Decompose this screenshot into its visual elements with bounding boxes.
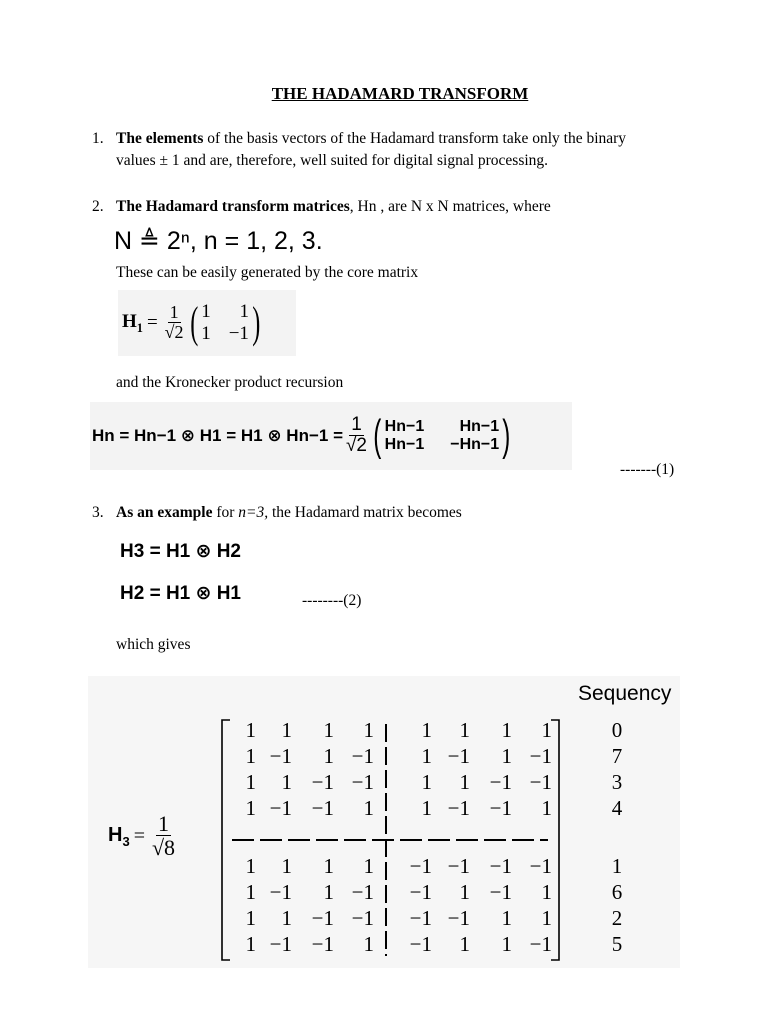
h3-matrix-cell: 1 <box>459 880 470 904</box>
h1-lhs-sub: 1 <box>136 320 143 335</box>
h3-matrix <box>214 718 674 962</box>
h3-matrix-cell: 1 <box>421 744 432 768</box>
h3-matrix-cell: 1 <box>281 770 292 794</box>
h3-matrix-cell: −1 <box>269 744 292 768</box>
h3-matrix-row <box>214 744 674 770</box>
h3-matrix-row <box>214 796 674 822</box>
h3-matrix-cell: 1 <box>501 718 512 742</box>
h3-matrix-cell: −1 <box>409 932 432 956</box>
h3-matrix-cell: −1 <box>447 854 470 878</box>
h3-matrix-cell: 1 <box>501 906 512 930</box>
h3-matrix-cell: 1 <box>363 718 374 742</box>
hn-right-paren: ) <box>502 411 511 460</box>
h1-fraction-denominator: √2 <box>164 322 184 343</box>
h1-left-paren: ( <box>189 298 198 347</box>
h3-matrix-cell: −1 <box>409 880 432 904</box>
h3-matrix-cell: −1 <box>447 796 470 820</box>
h3-matrix-cell: 1 <box>245 770 256 794</box>
kronecker-text: and the Kronecker product recursion <box>116 374 344 391</box>
equation-label-1: -------(1) <box>620 461 675 478</box>
h3-matrix-cell: 1 <box>363 932 374 956</box>
sequency-value: 4 <box>611 796 623 820</box>
h3-fraction-denominator: √8 <box>151 835 176 861</box>
h3-matrix-cell: 1 <box>323 854 334 878</box>
h3-matrix-cell: 1 <box>459 932 470 956</box>
h3-matrix-row <box>214 770 674 796</box>
h3-matrix-cell: −1 <box>351 906 374 930</box>
item-2-bold: The Hadamard transform matrices <box>116 198 350 215</box>
h1-equation: $H_1$ = $\frac{1}{√2}$ ( 1 1 1 −1 ) <box>122 298 261 347</box>
h3-matrix-cell: −1 <box>447 906 470 930</box>
h3-matrix-cell: −1 <box>489 770 512 794</box>
h1-right-paren: ) <box>252 298 261 347</box>
h2-kronecker-equation: H2 = H1 ⊗ H1 <box>120 583 241 604</box>
hn-cell: Hn−1 <box>384 436 425 453</box>
h1-cell: −1 <box>228 323 249 344</box>
h3-matrix-cell: −1 <box>269 932 292 956</box>
h3-matrix-cell: −1 <box>529 854 552 878</box>
h3-matrix-cell: 1 <box>281 718 292 742</box>
hn-cell: Hn−1 <box>459 417 500 435</box>
h3-matrix-cell: 1 <box>245 932 256 956</box>
h3-matrix-cell: 1 <box>541 906 552 930</box>
hn-fraction-numerator: 1 <box>351 414 362 436</box>
h3-matrix-cell: −1 <box>311 932 334 956</box>
h1-lhs: H <box>122 310 137 332</box>
hn-matrix <box>385 418 500 455</box>
h1-cell: 1 <box>239 301 249 323</box>
item-3 <box>92 502 732 524</box>
item-1 <box>92 128 732 172</box>
h3-matrix-cell: −1 <box>311 906 334 930</box>
sequency-value: 7 <box>611 744 623 768</box>
h3-matrix-cell: 1 <box>281 906 292 930</box>
core-matrix-text: These can be easily generated by the core matrix <box>116 264 419 281</box>
hn-fraction-denominator: √2 <box>346 435 367 457</box>
h3-matrix-cell: 1 <box>421 770 432 794</box>
document-title: THE HADAMARD TRANSFORM <box>271 84 529 103</box>
h3-matrix-cell: −1 <box>489 854 512 878</box>
n-definition-equation: N ≜ 2ⁿ, n = 1, 2, 3. <box>114 227 323 255</box>
h3-matrix-cell: 1 <box>281 854 292 878</box>
h3-matrix-cell: −1 <box>409 906 432 930</box>
h3-matrix-cell: 1 <box>323 744 334 768</box>
item-1-text-line2: values ± 1 and are, therefore, well suited for digital signal processing. <box>116 152 549 169</box>
h3-matrix-cell: 1 <box>501 744 512 768</box>
item-3-text: the Hadamard matrix becomes <box>268 504 462 521</box>
h3-matrix-cell: −1 <box>489 796 512 820</box>
h3-matrix-cell: 1 <box>421 796 432 820</box>
h3-matrix-cell: −1 <box>489 880 512 904</box>
hn-cell: Hn−1 <box>384 417 425 435</box>
item-3-number: 3. <box>92 504 104 521</box>
h3-matrix-cell: 1 <box>245 854 256 878</box>
h3-matrix-cell: −1 <box>351 880 374 904</box>
which-gives-text: which gives <box>116 636 191 653</box>
h3-matrix-cell: 1 <box>323 880 334 904</box>
hn-left-paren: ( <box>373 411 382 460</box>
h3-matrix-cell: 1 <box>459 718 470 742</box>
h1-matrix <box>201 301 249 345</box>
hn-cell: −Hn−1 <box>450 436 500 453</box>
h3-matrix-cell: 1 <box>245 906 256 930</box>
h3-matrix-cell: 1 <box>459 770 470 794</box>
hn-recursion-equation <box>92 404 514 468</box>
item-2-text: , Hn , are N x N matrices, where <box>349 198 551 215</box>
h3-matrix-cell: 1 <box>541 880 552 904</box>
item-3-bold: As an example <box>116 504 213 521</box>
h3-matrix-cell: −1 <box>351 744 374 768</box>
h3-matrix-cell: −1 <box>311 796 334 820</box>
h1-cell: 1 <box>201 323 211 344</box>
h3-matrix-cell: 1 <box>363 796 374 820</box>
sequency-value: 2 <box>611 906 623 930</box>
sequency-value: 6 <box>611 880 623 904</box>
h3-fraction-numerator: 1 <box>158 811 169 836</box>
h3-matrix-cell: 1 <box>541 796 552 820</box>
h3-matrix-cell: −1 <box>529 744 552 768</box>
h1-fraction-numerator: 1 <box>169 302 179 323</box>
h3-matrix-cell: 1 <box>501 932 512 956</box>
h3-matrix-cell: 1 <box>245 880 256 904</box>
sequency-value: 1 <box>611 854 623 878</box>
h3-matrix-row <box>214 932 674 958</box>
sequency-value: 5 <box>611 932 623 956</box>
item-3-italic: n=3, <box>238 504 269 521</box>
h3-matrix-cell: 1 <box>323 718 334 742</box>
h3-matrix-row <box>214 854 674 880</box>
item-3-text-pre: for <box>212 504 239 521</box>
h3-matrix-cell: 1 <box>245 796 256 820</box>
h3-matrix-cell: −1 <box>529 770 552 794</box>
h3-matrix-cell: −1 <box>311 770 334 794</box>
h3-kronecker-equation: H3 = H1 ⊗ H2 <box>120 541 241 562</box>
h3-matrix-cell: −1 <box>529 932 552 956</box>
h3-matrix-row <box>214 880 674 906</box>
h1-cell: 1 <box>201 301 211 323</box>
h3-matrix-row <box>214 718 674 744</box>
h3-matrix-cell: −1 <box>409 854 432 878</box>
item-2-number: 2. <box>92 198 104 215</box>
h3-matrix-row <box>214 906 674 932</box>
item-1-bold: The elements <box>116 130 204 147</box>
h3-matrix-cell: 1 <box>541 718 552 742</box>
item-1-number: 1. <box>92 130 104 147</box>
hn-lhs: Hn = Hn−1 ⊗ H1 = H1 ⊗ Hn−1 = <box>92 426 343 445</box>
h3-matrix-cell: −1 <box>351 770 374 794</box>
sequency-header: Sequency <box>578 682 672 705</box>
h3-matrix-cell: 1 <box>245 744 256 768</box>
h3-matrix-cell: −1 <box>269 880 292 904</box>
sequency-value: 3 <box>611 770 623 794</box>
h3-matrix-cell: 1 <box>421 718 432 742</box>
h3-matrix-cell: −1 <box>269 796 292 820</box>
h3-matrix-cell: 1 <box>363 854 374 878</box>
h3-matrix-cell: −1 <box>447 744 470 768</box>
equation-label-2: --------(2) <box>302 592 362 609</box>
item-2 <box>92 196 732 218</box>
h3-matrix-cell: 1 <box>245 718 256 742</box>
item-1-text: of the basis vectors of the Hadamard transform take only the binary <box>203 130 627 147</box>
sequency-value: 0 <box>611 718 623 742</box>
h3-lhs: $H_3$ = $\frac{1}{√8}$ <box>108 811 176 861</box>
